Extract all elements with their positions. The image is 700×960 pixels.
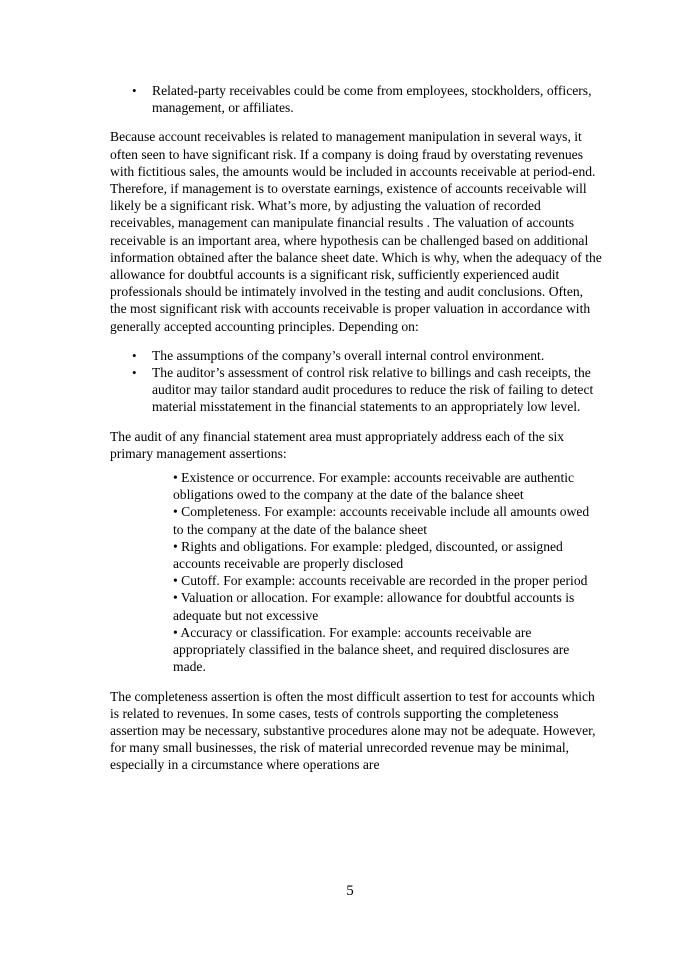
paragraph-assertions-intro: The audit of any financial statement area must appropriately address each of the six primary management assertions:	[110, 428, 565, 461]
top-bullet-list	[110, 82, 602, 116]
assertions-list	[173, 469, 603, 675]
middle-bullet-list	[110, 347, 602, 416]
document-page	[110, 82, 602, 774]
assertion-item: • Valuation or allocation. For example: allowance for doubtful accounts is adequate but not excessive	[173, 590, 575, 623]
page-number: 5	[346, 883, 354, 899]
paragraph-completeness: The completeness assertion is often the most difficult assertion to test for accounts which is related to revenues. In some cases, tests of controls supporting the completeness assertion may be necessary, substantive procedures alone may not be adequate. However, for many small businesses, the risk of material unrecorded revenue may be minimal, especially in a circumstance where operations are	[110, 688, 596, 773]
bullet-item	[132, 82, 602, 116]
bullet-icon: •	[132, 365, 137, 381]
assertion-item: • Existence or occurrence. For example: accounts receivable are authentic obligations owed to the company at the date of the balance sheet	[173, 470, 575, 503]
bullet-icon: •	[132, 347, 137, 363]
bullet-text: The assumptions of the company’s overall internal control environment.	[152, 347, 545, 363]
assertion-item: • Completeness. For example: accounts receivable include all amounts owed to the company at the date of the balance sheet	[173, 504, 590, 537]
paragraph-risk: Because account receivables is related to management manipulation in several ways, it often seen to have significant risk. If a company is doing fraud by overstating revenues with fictitious sales, the amounts would be included in accounts receivable at period-end. Therefore, if management is to overstate earnings, existence of accounts receivable will likely be a significant risk. What’s more, by adjusting the valuation of recorded receivables, management can manipulate financial results . The valuation of accounts receivable is an important area, where hypothesis can be challenged based on additional information obtained after the balance sheet date. Which is why, when the adequacy of the allowance for doubtful accounts is a significant risk, sufficiently experienced audit professionals should be intimately involved in the testing and audit conclusions. Often, the most significant risk with accounts receivable is proper valuation in accordance with generally accepted accounting principles. Depending on:	[110, 129, 602, 334]
bullet-text: Related-party receivables could be come from employees, stockholders, officers, management, or affiliates.	[152, 83, 592, 116]
assertion-item: • Accuracy or classification. For example: accounts receivable are appropriately classified in the balance sheet, and required disclosures are made.	[173, 624, 570, 675]
bullet-icon: •	[132, 83, 137, 98]
bullet-item	[132, 347, 602, 364]
assertion-item: • Rights and obligations. For example: pledged, discounted, or assigned accounts receivable are properly disclosed	[173, 538, 563, 572]
assertion-item: • Cutoff. For example: accounts receivable are recorded in the proper period	[173, 573, 588, 589]
bullet-text: The auditor’s assessment of control risk relative to billings and cash receipts, the auditor may tailor standard audit procedures to reduce the risk of failing to detect material misstatement in the financial statements to an appropriately low level.	[152, 365, 594, 415]
bullet-item	[132, 364, 602, 416]
